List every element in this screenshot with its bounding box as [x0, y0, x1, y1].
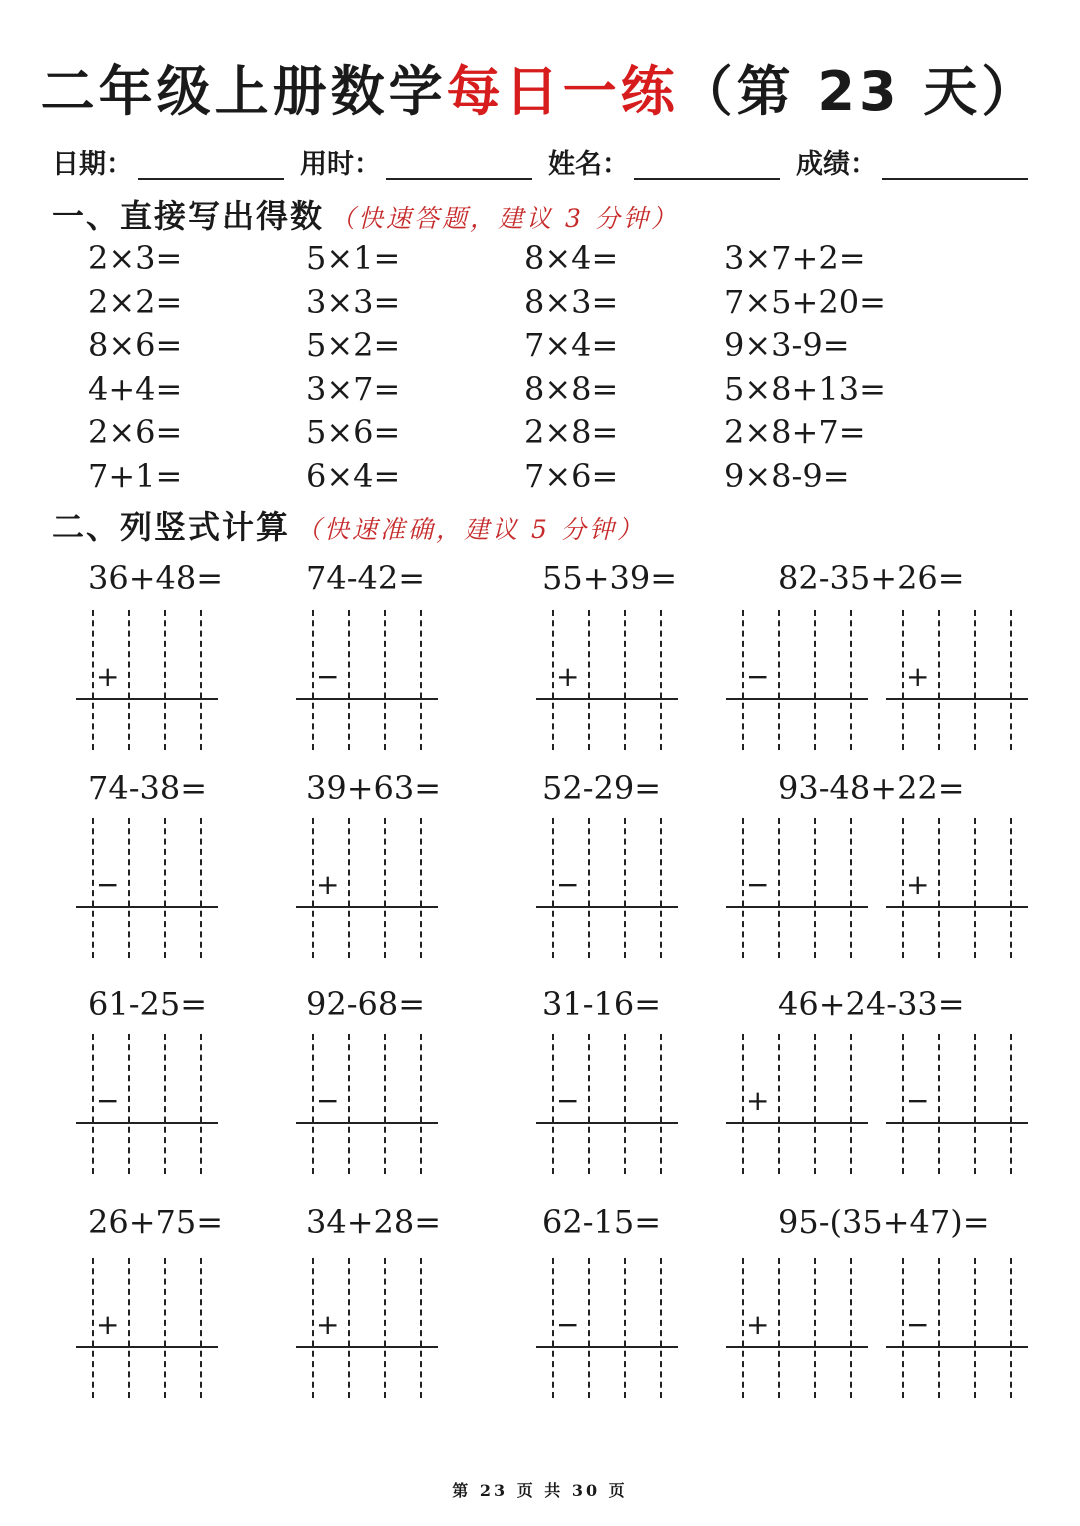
dashed-column-line: [420, 1034, 422, 1174]
dashed-column-line: [312, 610, 314, 750]
dashed-column-line: [660, 610, 662, 750]
sum-line: [296, 906, 438, 908]
dashed-column-line: [778, 818, 780, 958]
operator-sign: −: [906, 1084, 930, 1117]
oral-problem: 8×6=: [88, 326, 183, 364]
dashed-column-line: [552, 1034, 554, 1174]
sum-line: [296, 1122, 438, 1124]
operator-sign: −: [316, 1084, 340, 1117]
dashed-column-line: [312, 1258, 314, 1398]
dashed-column-line: [778, 610, 780, 750]
dashed-column-line: [902, 1034, 904, 1174]
dashed-column-line: [420, 610, 422, 750]
operator-sign: −: [746, 868, 770, 901]
operator-sign: +: [906, 868, 930, 901]
dashed-column-line: [974, 610, 976, 750]
calc-problem: 93-48+22=: [778, 769, 965, 807]
sum-line: [296, 698, 438, 700]
dashed-column-line: [552, 610, 554, 750]
dashed-column-line: [348, 1258, 350, 1398]
dashed-column-line: [902, 818, 904, 958]
dashed-column-line: [974, 1034, 976, 1174]
operator-sign: +: [746, 1308, 770, 1341]
oral-problem: 8×4=: [524, 239, 619, 277]
dashed-column-line: [974, 1258, 976, 1398]
oral-problem: 4+4=: [88, 369, 183, 408]
dashed-column-line: [1010, 610, 1012, 750]
operator-sign: −: [316, 660, 340, 693]
operator-sign: +: [316, 1308, 340, 1341]
dashed-column-line: [1010, 818, 1012, 958]
calc-grid[interactable]: [536, 1034, 678, 1174]
dashed-column-line: [588, 818, 590, 958]
dashed-column-line: [164, 1258, 166, 1398]
sum-line: [726, 1122, 868, 1124]
dashed-column-line: [128, 1034, 130, 1174]
oral-problem: 2×8+7=: [724, 413, 866, 451]
time-label: 用时：: [300, 149, 381, 180]
dashed-column-line: [92, 1034, 94, 1174]
dashed-column-line: [742, 1034, 744, 1174]
dashed-column-line: [850, 1258, 852, 1398]
dashed-column-line: [902, 610, 904, 750]
dashed-column-line: [660, 1258, 662, 1398]
name-label: 姓名：: [548, 149, 629, 180]
calc-problem: 31-16=: [542, 985, 662, 1023]
dashed-column-line: [624, 610, 626, 750]
oral-problem: 5×2=: [306, 326, 401, 364]
calc-grid[interactable]: [726, 818, 868, 958]
dashed-column-line: [420, 818, 422, 958]
oral-problem: 7×4=: [524, 326, 619, 364]
score-label: 成绩：: [796, 149, 877, 180]
dashed-column-line: [814, 610, 816, 750]
dashed-column-line: [92, 818, 94, 958]
dashed-column-line: [624, 818, 626, 958]
dashed-column-line: [164, 818, 166, 958]
oral-problem: 2×3=: [88, 239, 183, 277]
calc-problem: 74-38=: [88, 769, 208, 807]
date-field[interactable]: [138, 178, 284, 180]
dashed-column-line: [1010, 1034, 1012, 1174]
operator-sign: −: [746, 660, 770, 693]
oral-problem: 7+1=: [88, 456, 183, 495]
oral-problem: 2×2=: [88, 282, 183, 321]
calc-grid[interactable]: [76, 818, 218, 958]
calc-grid[interactable]: [886, 610, 1028, 750]
sum-line: [886, 1346, 1028, 1348]
operator-sign: −: [556, 1308, 580, 1341]
calc-problem: 74-42=: [306, 559, 426, 597]
dashed-column-line: [200, 1258, 202, 1398]
calc-grid[interactable]: [296, 818, 438, 958]
dashed-column-line: [938, 1258, 940, 1398]
dashed-column-line: [588, 610, 590, 750]
dashed-column-line: [778, 1258, 780, 1398]
dashed-column-line: [312, 1034, 314, 1174]
calc-problem: 82-35+26=: [778, 559, 965, 597]
oral-problem: 5×1=: [306, 239, 401, 277]
sum-line: [886, 906, 1028, 908]
dashed-column-line: [814, 1258, 816, 1398]
calc-grid[interactable]: [726, 1034, 868, 1174]
oral-problem: 3×7=: [306, 369, 401, 408]
title-day: （第 23 天）: [678, 60, 1040, 123]
dashed-column-line: [128, 818, 130, 958]
calc-grid[interactable]: [296, 1258, 438, 1398]
dashed-column-line: [742, 610, 744, 750]
calc-grid[interactable]: [296, 610, 438, 750]
calc-problem: 46+24-33=: [778, 985, 965, 1023]
sum-line: [886, 1122, 1028, 1124]
sum-line: [296, 1346, 438, 1348]
dashed-column-line: [850, 818, 852, 958]
dashed-column-line: [128, 610, 130, 750]
dashed-column-line: [902, 1258, 904, 1398]
dashed-column-line: [92, 610, 94, 750]
dashed-column-line: [742, 1258, 744, 1398]
dashed-column-line: [128, 1258, 130, 1398]
sum-line: [726, 906, 868, 908]
dashed-column-line: [1010, 1258, 1012, 1398]
dashed-column-line: [742, 818, 744, 958]
calc-grid[interactable]: [886, 818, 1028, 958]
dashed-column-line: [312, 818, 314, 958]
oral-problem: 5×6=: [306, 413, 401, 451]
oral-problem: 8×8=: [524, 369, 619, 408]
page-footer: 第 23 页 共 30 页: [452, 1481, 628, 1500]
oral-problem: 9×3-9=: [724, 326, 850, 364]
date-label: 日期：: [52, 149, 133, 180]
sum-line: [76, 698, 218, 700]
oral-problem: 2×6=: [88, 413, 183, 451]
dashed-column-line: [552, 818, 554, 958]
calc-grid[interactable]: [296, 1034, 438, 1174]
operator-sign: −: [556, 868, 580, 901]
oral-problem: 7×6=: [524, 456, 619, 495]
calc-grid[interactable]: [726, 610, 868, 750]
operator-sign: +: [316, 868, 340, 901]
sum-line: [536, 906, 678, 908]
oral-problem: 2×8=: [524, 413, 619, 451]
calc-grid[interactable]: [886, 1258, 1028, 1398]
dashed-column-line: [660, 1034, 662, 1174]
calc-problem: 95-(35+47)=: [778, 1203, 990, 1241]
calc-problem: 26+75=: [88, 1203, 224, 1241]
calc-grid[interactable]: [76, 610, 218, 750]
oral-problem: 3×3=: [306, 282, 401, 321]
dashed-column-line: [588, 1034, 590, 1174]
operator-sign: −: [906, 1308, 930, 1341]
dashed-column-line: [814, 818, 816, 958]
operator-sign: −: [96, 1084, 120, 1117]
sum-line: [886, 698, 1028, 700]
time-field[interactable]: [386, 178, 532, 180]
dashed-column-line: [348, 610, 350, 750]
operator-sign: −: [556, 1084, 580, 1117]
dashed-column-line: [938, 610, 940, 750]
dashed-column-line: [778, 1034, 780, 1174]
section1-heading: 一、直接写出得数: [52, 197, 325, 235]
oral-problem: 6×4=: [306, 456, 401, 495]
calc-problem: 52-29=: [542, 769, 662, 807]
sum-line: [76, 1346, 218, 1348]
dashed-column-line: [624, 1258, 626, 1398]
dashed-column-line: [938, 1034, 940, 1174]
section2-heading: 二、列竖式计算: [52, 508, 291, 546]
calc-grid[interactable]: [726, 1258, 868, 1398]
dashed-column-line: [850, 610, 852, 750]
dashed-column-line: [164, 610, 166, 750]
sum-line: [726, 698, 868, 700]
dashed-column-line: [974, 818, 976, 958]
sum-line: [536, 698, 678, 700]
dashed-column-line: [200, 818, 202, 958]
dashed-column-line: [384, 610, 386, 750]
sum-line: [76, 1122, 218, 1124]
info-row: [52, 140, 1032, 190]
score-field[interactable]: [882, 178, 1028, 180]
sum-line: [76, 906, 218, 908]
dashed-column-line: [348, 1034, 350, 1174]
dashed-column-line: [850, 1034, 852, 1174]
calc-problem: 36+48=: [88, 559, 224, 597]
calc-grid[interactable]: [536, 610, 678, 750]
calc-problem: 61-25=: [88, 985, 208, 1023]
title-black: 二年级上册数学: [40, 60, 447, 123]
sum-line: [726, 1346, 868, 1348]
calc-grid[interactable]: [886, 1034, 1028, 1174]
dashed-column-line: [384, 818, 386, 958]
calc-problem: 92-68=: [306, 985, 426, 1023]
calc-grid[interactable]: [536, 1258, 678, 1398]
dashed-column-line: [348, 818, 350, 958]
calc-problem: 55+39=: [542, 559, 678, 597]
section2-hint: （快速准确，建议 5 分钟）: [296, 515, 645, 544]
calc-grid[interactable]: [76, 1034, 218, 1174]
operator-sign: −: [96, 868, 120, 901]
section2-header: [52, 502, 645, 558]
title-red: 每日一练: [446, 60, 679, 123]
oral-problem: 3×7+2=: [724, 239, 866, 277]
dashed-column-line: [588, 1258, 590, 1398]
section1-hint: （快速答题，建议 3 分钟）: [330, 204, 679, 233]
sum-line: [536, 1122, 678, 1124]
dashed-column-line: [92, 1258, 94, 1398]
operator-sign: +: [96, 660, 120, 693]
dashed-column-line: [660, 818, 662, 958]
calc-grid[interactable]: [536, 818, 678, 958]
oral-problem: 8×3=: [524, 282, 619, 321]
calc-problem: 34+28=: [306, 1203, 442, 1241]
operator-sign: +: [556, 660, 580, 693]
calc-grid[interactable]: [76, 1258, 218, 1398]
dashed-column-line: [938, 818, 940, 958]
calc-problem: 39+63=: [306, 769, 442, 807]
operator-sign: +: [746, 1084, 770, 1117]
oral-problem: 9×8-9=: [724, 456, 850, 495]
dashed-column-line: [552, 1258, 554, 1398]
oral-problem: 7×5+20=: [724, 282, 886, 321]
name-field[interactable]: [634, 178, 780, 180]
oral-problem: 5×8+13=: [724, 369, 886, 408]
dashed-column-line: [384, 1034, 386, 1174]
operator-sign: +: [96, 1308, 120, 1341]
dashed-column-line: [200, 610, 202, 750]
dashed-column-line: [814, 1034, 816, 1174]
dashed-column-line: [624, 1034, 626, 1174]
calc-problem: 62-15=: [542, 1203, 662, 1241]
operator-sign: +: [906, 660, 930, 693]
sum-line: [536, 1346, 678, 1348]
page-title: [0, 52, 1080, 132]
dashed-column-line: [164, 1034, 166, 1174]
dashed-column-line: [384, 1258, 386, 1398]
dashed-column-line: [200, 1034, 202, 1174]
dashed-column-line: [420, 1258, 422, 1398]
